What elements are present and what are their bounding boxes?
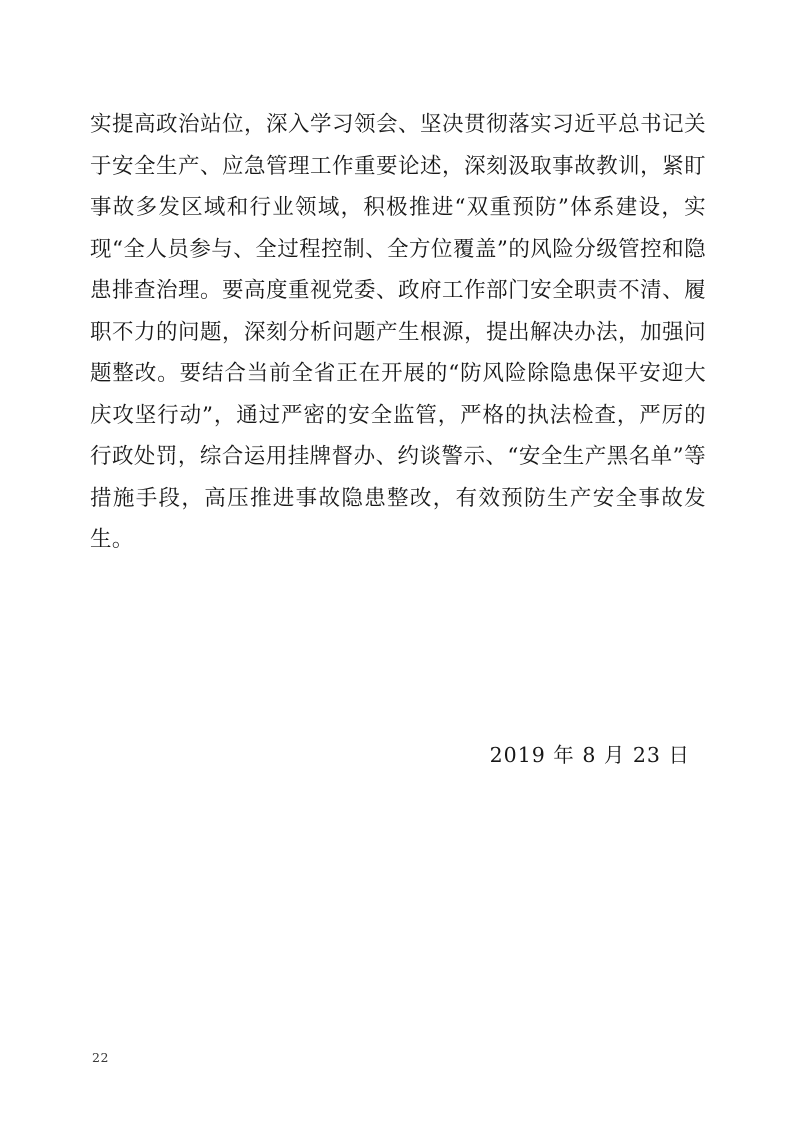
page-number: 22 [92, 1050, 109, 1065]
document-date: 2019 年 8 月 23 日 [489, 743, 690, 767]
body-paragraph: 实提高政治站位，深入学习领会、坚决贯彻落实习近平总书记关于安全生产、应急管理工作重要论述，深刻汲取事故教训，紧盯事故多发区域和行业领域，积极推进“双重预防”体系建设，实现“全人员参与、全过程控制、全方位覆盖”的风险分级管控和隐患排查治理。要高度重视党委、政府工作部门安全职责不清、履职不力的问题，深刻分析问题产生根源，提出解决办法，加强问题整改。要结合当前全省正在开展的“防风险除隐患保平安迎大庆攻坚行动”，通过严密的安全监管，严格的执法检查，严厉的行政处罚，综合运用挂牌督办、约谈警示、“安全生产黑名单”等措施手段，高压推进事故隐患整改，有效预防生产安全事故发生。 [90, 112, 706, 552]
